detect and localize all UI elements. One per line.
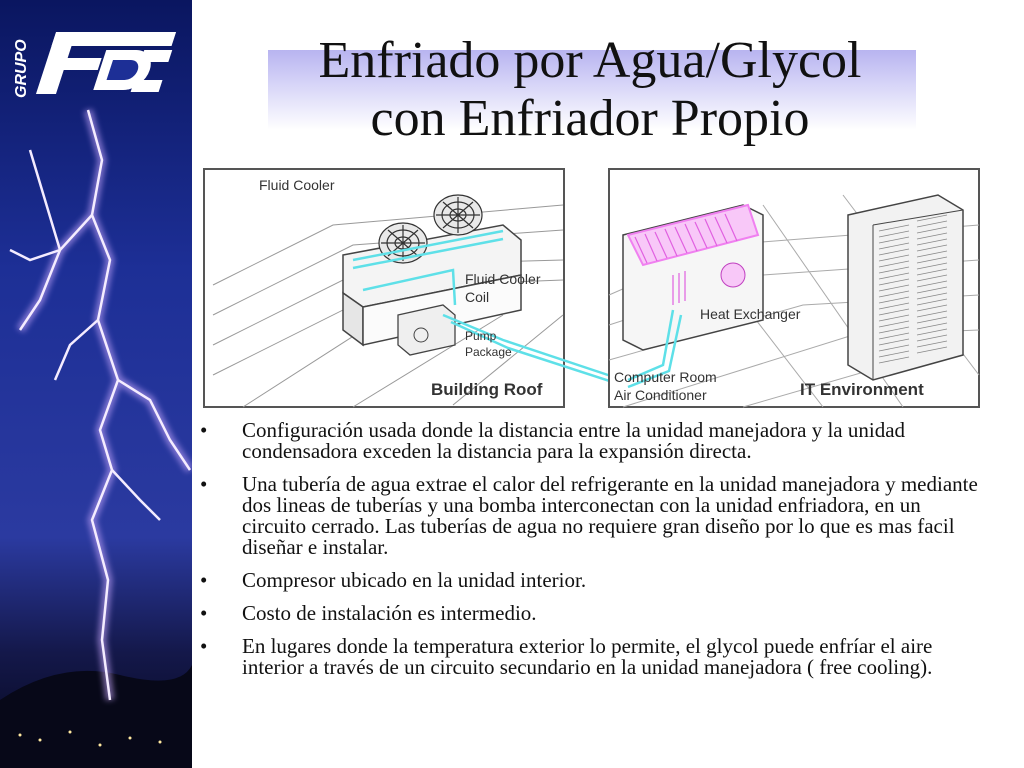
lightning-background — [0, 0, 192, 768]
label-fluid-cooler-coil-1: Fluid Cooler — [465, 271, 541, 287]
label-crac-2: Air Conditioner — [614, 387, 707, 403]
bullet-text: Costo de instalación es intermedio. — [242, 601, 537, 625]
label-fluid-cooler: Fluid Cooler — [259, 177, 335, 193]
label-pump-1: Pump — [465, 329, 497, 343]
bullet-item — [200, 636, 990, 678]
logo-vertical-text: GRUPO — [13, 39, 30, 98]
label-pump-2: Package — [465, 345, 512, 359]
bullet-text: Compresor ubicado en la unidad interior. — [242, 568, 587, 592]
title-line-1: Enfriado por Agua/Glycol — [318, 32, 862, 89]
grupo-fdc-logo — [4, 20, 189, 100]
label-heat-exchanger: Heat Exchanger — [700, 306, 801, 322]
bullet-text: En lugares donde la temperatura exterior lo permite, el glycol puede enfríar el aire interior a través de un circuito secundario en la unidad manejadora ( free cooling). — [242, 634, 933, 679]
fan-icon — [434, 195, 482, 235]
label-building-roof: Building Roof — [431, 380, 543, 399]
bullet-list — [200, 420, 990, 690]
page-title — [230, 32, 950, 148]
bullet-icon: • — [200, 601, 208, 625]
label-it-environment: IT Environment — [800, 380, 924, 399]
bullet-text: Configuración usada donde la distancia entre la unidad manejadora y la unidad condensadora exceden la distancia para la expansión directa. — [242, 418, 906, 463]
server-rack-icon — [848, 195, 963, 380]
bullet-item — [200, 570, 990, 591]
bullet-icon: • — [200, 568, 208, 592]
cooling-diagram — [203, 165, 981, 410]
title-line-2: con Enfriador Propio — [370, 90, 810, 147]
label-fluid-cooler-coil-2: Coil — [465, 289, 490, 305]
bullet-item — [200, 603, 990, 624]
label-crac-1: Computer Room — [614, 369, 717, 385]
fan-icon — [379, 223, 427, 263]
building-roof-panel — [204, 169, 628, 407]
bullet-icon: • — [200, 634, 208, 658]
bullet-icon: • — [200, 472, 208, 496]
bullet-item — [200, 420, 990, 462]
bullet-item — [200, 474, 990, 558]
bullet-text: Una tubería de agua extrae el calor del refrigerante en la unidad manejadora y mediante dos lineas de tuberías y una bomba interconectan con la unidad enfriadora, en un circuito cerrado. Las tuberías de agua no requiere gran diseño por lo que es mas facil diseñar e instalar. — [242, 472, 978, 559]
it-environment-panel — [609, 169, 979, 407]
bullet-icon: • — [200, 418, 208, 442]
